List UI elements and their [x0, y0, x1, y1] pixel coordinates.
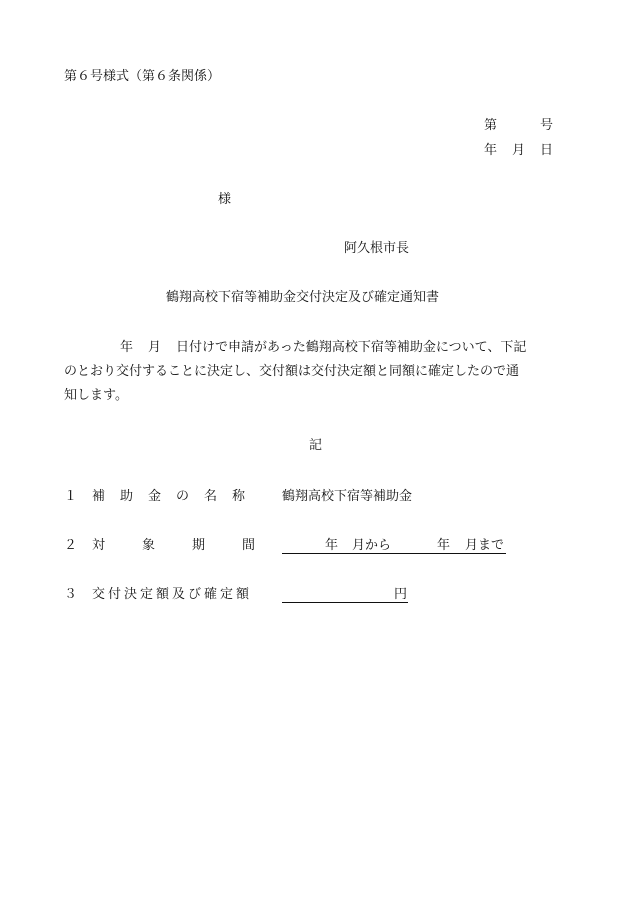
- item-2-value-year-until: 年: [437, 538, 451, 553]
- item-3-label-char: 交: [92, 587, 106, 602]
- item-3-label-char: び: [188, 587, 202, 602]
- item-3-number: ３: [64, 587, 78, 602]
- item-3-underline: [282, 602, 408, 603]
- body-date-month: 月: [148, 340, 162, 355]
- doc-date-day: 日: [540, 143, 554, 158]
- document-title: 鶴翔高校下宿等補助金交付決定及び確定通知書: [166, 290, 440, 305]
- item-1-label-char: 助: [120, 489, 134, 504]
- item-3-label-char: 定: [140, 587, 154, 602]
- doc-date-month: 月: [512, 143, 526, 158]
- issuer-name: 阿久根市長: [344, 241, 410, 256]
- item-1-number: １: [64, 489, 78, 504]
- item-2-value-month-until: 月まで: [465, 538, 505, 553]
- item-2-value-month-from: 月から: [352, 538, 392, 553]
- item-3-label-char: 確: [204, 587, 218, 602]
- addressee-sama: 様: [218, 192, 232, 207]
- item-3-label-char: 決: [124, 587, 138, 602]
- body-line2: のとおり交付することに決定し、交付額は交付決定額と同額に確定したので通: [64, 364, 520, 379]
- item-2-number: ２: [64, 538, 78, 553]
- item-3-label-char: 額: [236, 587, 250, 602]
- item-1-label-char: の: [176, 489, 190, 504]
- item-3-label-char: 定: [220, 587, 234, 602]
- item-2-underline: [282, 553, 506, 554]
- item-2-label-char: 間: [242, 538, 256, 553]
- item-2-label-char: 期: [192, 538, 206, 553]
- item-3-value-unit: 円: [394, 587, 408, 602]
- doc-number-dai: 第: [484, 118, 498, 133]
- item-1-label-char: 金: [148, 489, 162, 504]
- doc-number-go: 号: [540, 118, 554, 133]
- item-1-label-char: 名: [204, 489, 218, 504]
- item-3-label-char: 額: [156, 587, 170, 602]
- item-2-label-char: 対: [92, 538, 106, 553]
- form-label: 第６号様式（第６条関係）: [64, 69, 221, 84]
- item-1-label-char: 補: [92, 489, 106, 504]
- item-3-label-char: 及: [172, 587, 186, 602]
- item-1-value: 鶴翔高校下宿等補助金: [282, 489, 413, 504]
- item-2-value-year-from: 年: [325, 538, 339, 553]
- body-line3: 知します。: [64, 388, 128, 403]
- ki-heading: 記: [309, 438, 323, 453]
- doc-date-year: 年: [484, 143, 498, 158]
- body-date-year: 年: [120, 340, 134, 355]
- item-1-label-char: 称: [232, 489, 246, 504]
- body-line1-rest: 日付けで申請があった鶴翔高校下宿等補助金について、下記: [176, 340, 527, 355]
- item-2-label-char: 象: [142, 538, 156, 553]
- item-3-label-char: 付: [108, 587, 122, 602]
